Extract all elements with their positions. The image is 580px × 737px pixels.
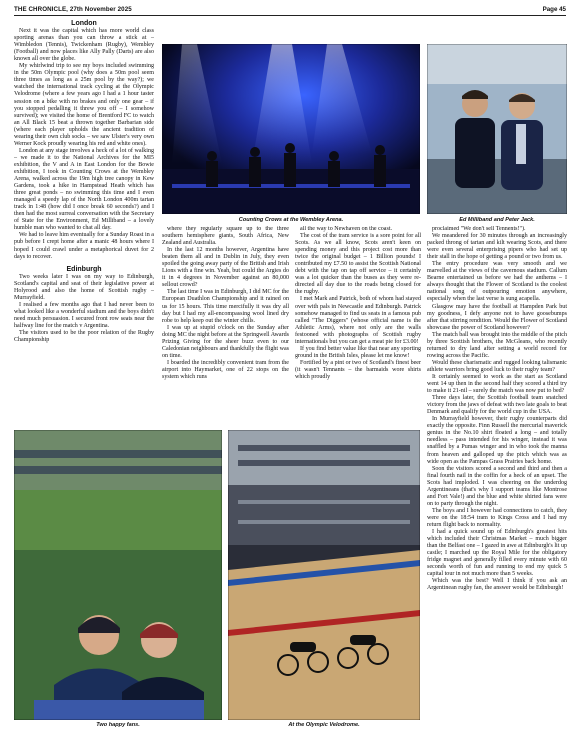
- paragraph: The cost of the tram service is a sore point for all Scots. As we all know, Scots aren't keen on spending money and this project cost more than twice the original budget – 1 Billion pounds! I contributed my £7.50 to assist the Scottish National debt with the tap on tap off service – it certainly was a lot quicker than the buses as they were re-directed all day due to the roads being closed for the rugby.: [295, 233, 421, 296]
- paragraph: My whirlwind trip to see my boys included swimming in the 50m Olympic pool (why does a 50m pool seem three times as long as a 25m pool by the way?); we watched the international track cycling at the Olympic Velodrome (where a few years ago I had a 1 hour taster session on a bike with no brakes and only one gear – if you stopped pedalling it threw you off – I somehow survived); we visited the home of Brentford FC to watch an All Black 15 beat a thrown together Barbarian side (where each player upholds the ancient tradition of wearing their own club socks – we saw Ulster's very own Werner Kock proudly wearing his red and white ones).: [14, 63, 154, 147]
- paragraph: I had a quick sound up of Edinburgh's greatest hits which included their Christmas Market – much bigger than the Belfast one – I gazed in awe at Edinburgh's lit up castle; I marched up the Royal Mile for the obligatory fridge magnet and generally filled every minute with 60 seconds worth of fun and running to end my quick 5 capital tour in not much more than 5 weeks.: [427, 529, 567, 578]
- paragraph: I boarded the incredibly convenient tram from the airport into Haymarket, one of 22 stops on the system which runs: [162, 359, 289, 380]
- newspaper-header: THE CHRONICLE, 27th November 2025: [14, 6, 132, 13]
- paragraph: Soon the visitors scored a second and third and then a final fourth nail in the coffin for a heck of an upset. The Scots had imploded. I was cheering on the underdog Argentineans (that's why I support teams like Montrose and Fort Vale!) and the blue and white shirted fans were on to party through the night.: [427, 465, 567, 507]
- column-1: [14, 19, 154, 415]
- caption-concert: Counting Crows at the Wembley Arena.: [238, 217, 344, 223]
- paragraph: proclaimed "We don't sell Tennents!").: [432, 226, 526, 232]
- photo-olympic-velodrome: [228, 430, 420, 720]
- paragraph: In the last 12 months however, Argentina have beaten them all and in Dublin in July, they even spoiled the going away party of the British and Irish Lions with a fine win. Yeah, but could the Argies do it in 4 degrees in November against an 80,000 sellout crowd?: [162, 247, 289, 289]
- paragraph: We had to leave him eventually for a Sunday Roast in a pub before I crept home after a manic 48 hours where I hoped I could crawl under a metaphorical duvet for 2 days to recover.: [14, 232, 154, 260]
- column-3: [295, 226, 421, 426]
- paragraph: Glasgow may have the football at Hampden Park but my goodness, I defy anyone not to have goosebumps after that stirring rendition. Would the Flower of Scotland showcase the power of Scotland however?: [427, 303, 567, 331]
- paragraph: We meandered for 30 minutes through an increasingly packed throng of tartan and kilt wearing Scots, and there were even several enterprising pipers who had set up their stall in the hope of getting a pound or two from us.: [427, 233, 567, 261]
- caption-velodrome: At the Olympic Velodrome.: [288, 722, 360, 728]
- page-number: Page 45: [542, 6, 566, 13]
- paragraph: Two weeks later I was on my way to Edinburgh, Scotland's capital and seat of their legislative power at Holyrood and also the home of Scottish rugby – Murrayfield.: [14, 273, 154, 301]
- paragraph: If you find better value like that near any sporting ground in the British Isles, please let me know!: [295, 345, 421, 359]
- paragraph: The boys and I however had connections to catch, they were on the 18:54 tram to Kings Cross and I had my return flight back to normality.: [427, 507, 567, 528]
- photo-two-happy-fans: [14, 430, 222, 720]
- paragraph: where they regularly square up to the three southern hemisphere giants, South Africa, New Zealand and Australia.: [162, 226, 289, 247]
- paragraph: Three days later, the Scottish football team snatched victory from the jaws of defeat with two late goals to beat Denmark and qualify for the world cup in the USA.: [427, 395, 567, 416]
- paragraph: I realised a few months ago that I had never been to what looked like a wonderful stadium and the boys didn't need much persuasion. I secured front row seats near the halfway line for the match v Argentina.: [14, 301, 154, 329]
- paragraph: Fortified by a pint or two of Scotland's finest beer (it wasn't Tennants – the barmaids wore shirts which proudly: [295, 359, 421, 380]
- photo-counting-crows-concert: [162, 44, 420, 214]
- paragraph: I was up at stupid o'clock on the Sunday after doing MC the night before at the Springwell Awards Prizing Giving for the sheer buzz even to our Caledonian neighbours and thankfully the flight was on time.: [162, 324, 289, 359]
- section-heading-london: London: [71, 20, 97, 27]
- paragraph: all the way to Newhaven on the coast.: [300, 226, 393, 232]
- paragraph: The visitors used to be the poor relation of the Rugby Championship: [14, 330, 154, 344]
- photo-ed-milliband-and-peter-jack: [427, 44, 567, 214]
- paragraph: I met Mark and Patrick, both of whom had stayed over with pals in Newcastle and Edinburgh. Patrick somehow managed to find us seats in a famous pub called "The Diggers" (whose official name is the Athletic Arms), where not only are the walls festooned with photographs of Scottish rugby internationals but you can get a meat pie for £3.00!: [295, 296, 421, 345]
- section-heading-edinburgh: Edinburgh: [66, 265, 102, 273]
- header-rule: [14, 15, 566, 16]
- paragraph: Would these charismatic and rugged looking talismanic athlete warriors bring good luck to their rugby team?: [427, 359, 567, 373]
- paragraph: London at any stage involves a heck of a lot of walking – we made it to the National Archives for the MI5 exhibition, the V and A in East London for the Bowie exhibition, I took in Counting Crows at the Wembley Arena, walked across the 19m high tree canopy in Kew Gardens, took a hike in Hampstead Heath which has three great ponds – no swimming this time and I even managed a speedy lap of the North London 400m tartan track in 1:48 (how did I once break 60 seconds?) and I then had the most surreal conversation with the Secretary of State for the Environment, Ed Milliband – a lovely humble man who wanted to chat all day.: [14, 147, 154, 232]
- caption-fans: Two happy fans.: [96, 722, 140, 728]
- paragraph: In Murrayfield however, their rugby counterparts did exactly the opposite. Finn Russell the mercurial maverick genius in the No.10 shirt floated a long – and totally needless – pass intended for his winger, instead it was snaffled by a Pumas winger and in who took the manna from heaven and galloped up the pitch which was as wide open as the Pampas Grass Prairies back home.: [427, 416, 567, 465]
- column-4: [427, 226, 567, 731]
- paragraph: The entry procedure was very smooth and we marvelled at the views of the cavernous stadium. Callum Bearne entertained us before we had the anthems – I always thought that the Flower of Scotland is the coolest national song of outpouring emotion anywhere, especially when the last verse is sung acapella.: [427, 261, 567, 303]
- caption-milliband: Ed Milliband and Peter Jack.: [459, 217, 535, 223]
- paragraph: Next it was the capital which has more world class sporting arenas than you can throw a stick at – Wimbledon (Tennis), Twickenham (Rugby), Wembley (Football) and now places like Ally Pally (Darts) are also known all over the globe.: [14, 28, 154, 63]
- paragraph: Which was the best? Well I think if you ask an Argentinean rugby fan, the answer would be Edinburgh!: [427, 578, 567, 592]
- column-2: [162, 226, 289, 426]
- paragraph: The last time I was in Edinburgh, I did MC for the European Duathlon Championship and it rained on us for 15 hours. This time mercifully it was dry all day but I had my all-encompassing wool lined dry robe to help keep out the winter chills.: [162, 289, 289, 324]
- paragraph: The match ball was brought into the middle of the pitch by three Scottish brothers, the McGleans, who recently returned to dry land after setting a world record for rowing across the Pacific.: [427, 331, 567, 359]
- paragraph: It certainly seemed to work as the start as Scotland went 14 up then in the second half they scored a third try to make it 21-nil – surely the match was now put to bed?: [427, 373, 567, 395]
